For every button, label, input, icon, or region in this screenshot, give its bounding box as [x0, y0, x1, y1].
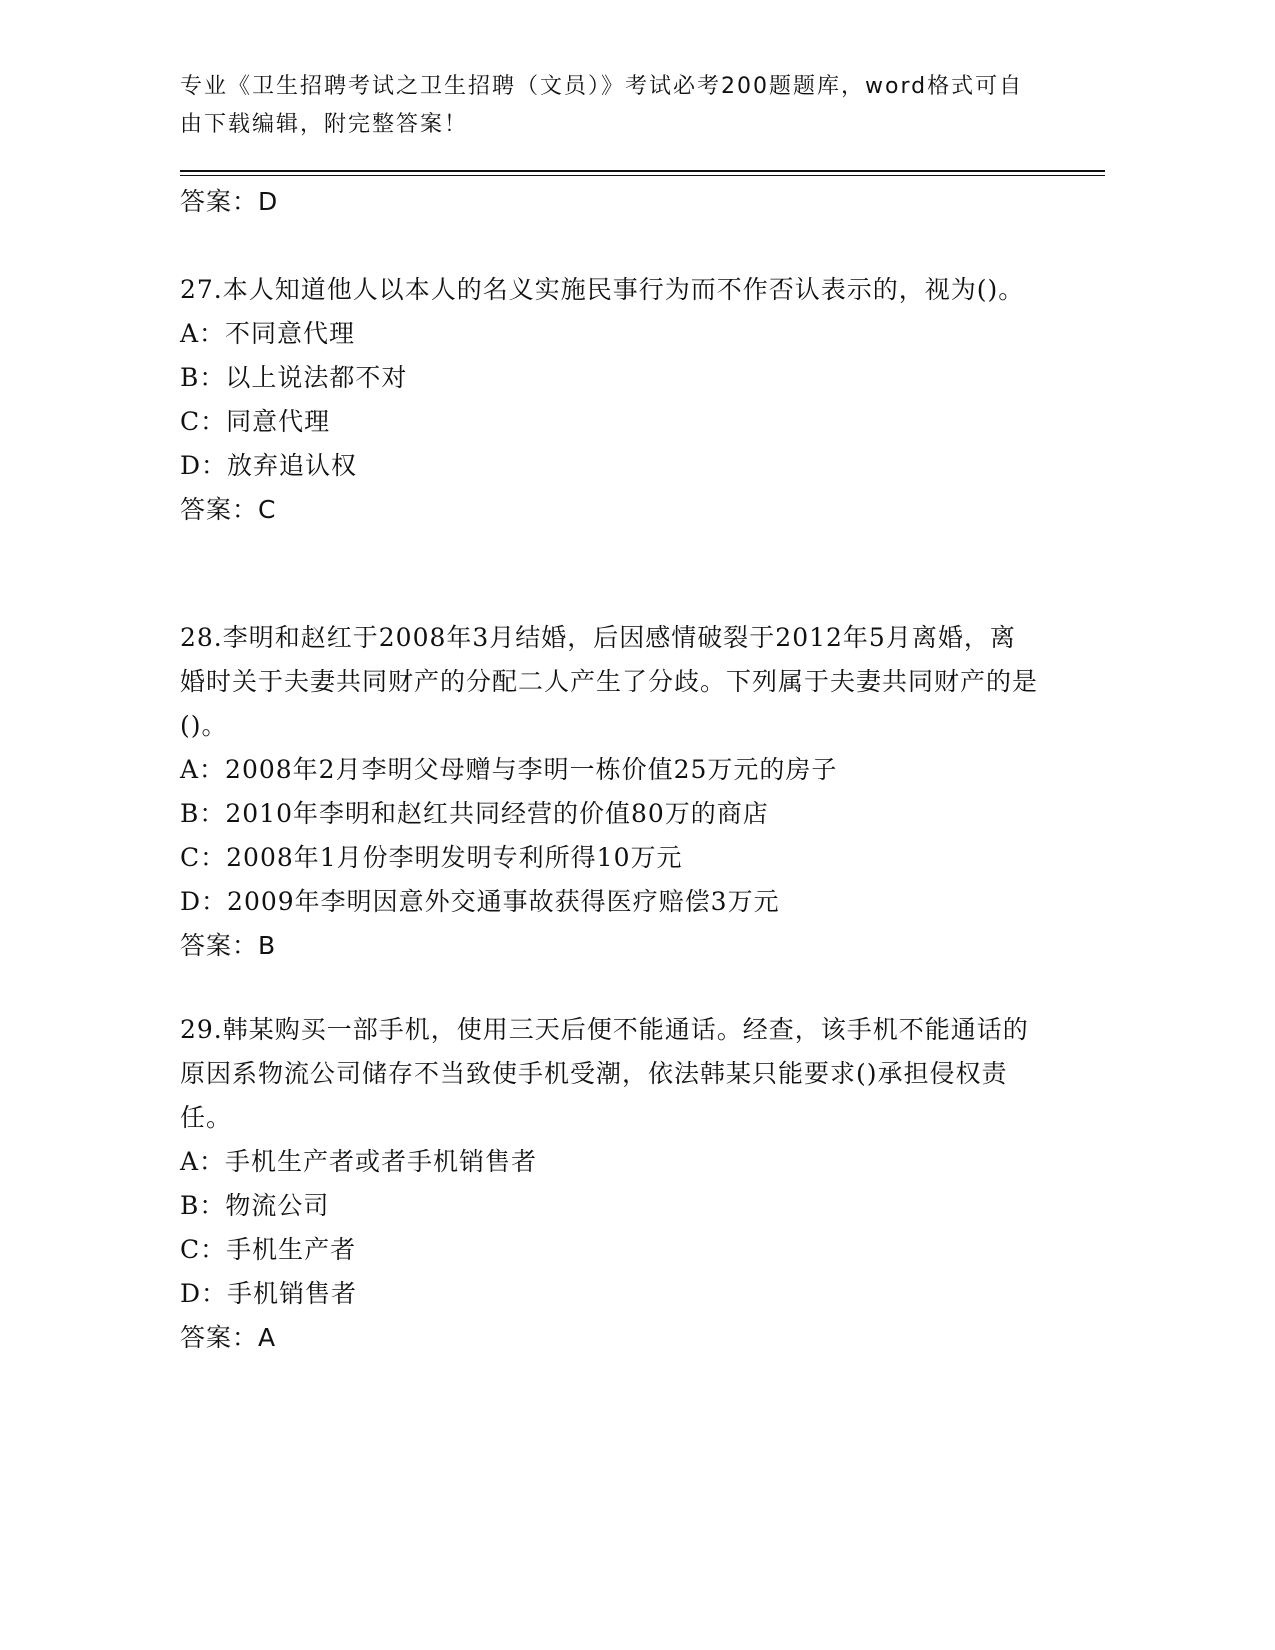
option-c: C：手机生产者	[180, 1235, 357, 1264]
header-rule-thin	[180, 175, 1105, 176]
option-a: A：手机生产者或者手机销售者	[180, 1147, 538, 1176]
option-b: B：以上说法都不对	[180, 363, 408, 392]
question-stem: 29.韩某购买一部手机，使用三天后便不能通话。经查，该手机不能通话的原因系物流公司储存不当致使手机受潮，依法韩某只能要求()承担侵权责任。	[180, 1015, 1029, 1132]
option-a: A：2008年2月李明父母赠与李明一栋价值25万元的房子	[180, 755, 838, 784]
question-28	[180, 616, 1040, 968]
option-c: C：同意代理	[180, 407, 331, 436]
option-b: B：物流公司	[180, 1191, 330, 1220]
option-b: B：2010年李明和赵红共同经营的价值80万的商店	[180, 799, 769, 828]
question-stem: 28.李明和赵红于2008年3月结婚，后因感情破裂于2012年5月离婚，离婚时关于夫妻共同财产的分配二人产生了分歧。下列属于夫妻共同财产的是()。	[180, 623, 1039, 740]
header-rule-thick	[180, 170, 1105, 172]
option-d: D：放弃追认权	[180, 451, 358, 480]
prev-answer: 答案：D	[180, 187, 279, 216]
option-d: D：2009年李明因意外交通事故获得医疗赔偿3万元	[180, 887, 780, 916]
question-27	[180, 268, 1040, 532]
option-d: D：手机销售者	[180, 1279, 358, 1308]
answer: 答案：B	[180, 931, 277, 960]
document-header: 专业《卫生招聘考试之卫生招聘（文员）》考试必考200题题库，word格式可自由下载编辑，附完整答案！	[180, 74, 1024, 137]
answer: 答案：C	[180, 495, 277, 524]
option-c: C：2008年1月份李明发明专利所得10万元	[180, 843, 683, 872]
question-29	[180, 1008, 1040, 1360]
answer: 答案：A	[180, 1323, 277, 1352]
option-a: A：不同意代理	[180, 319, 356, 348]
question-stem: 27.本人知道他人以本人的名义实施民事行为而不作否认表示的，视为()。	[180, 275, 1025, 304]
